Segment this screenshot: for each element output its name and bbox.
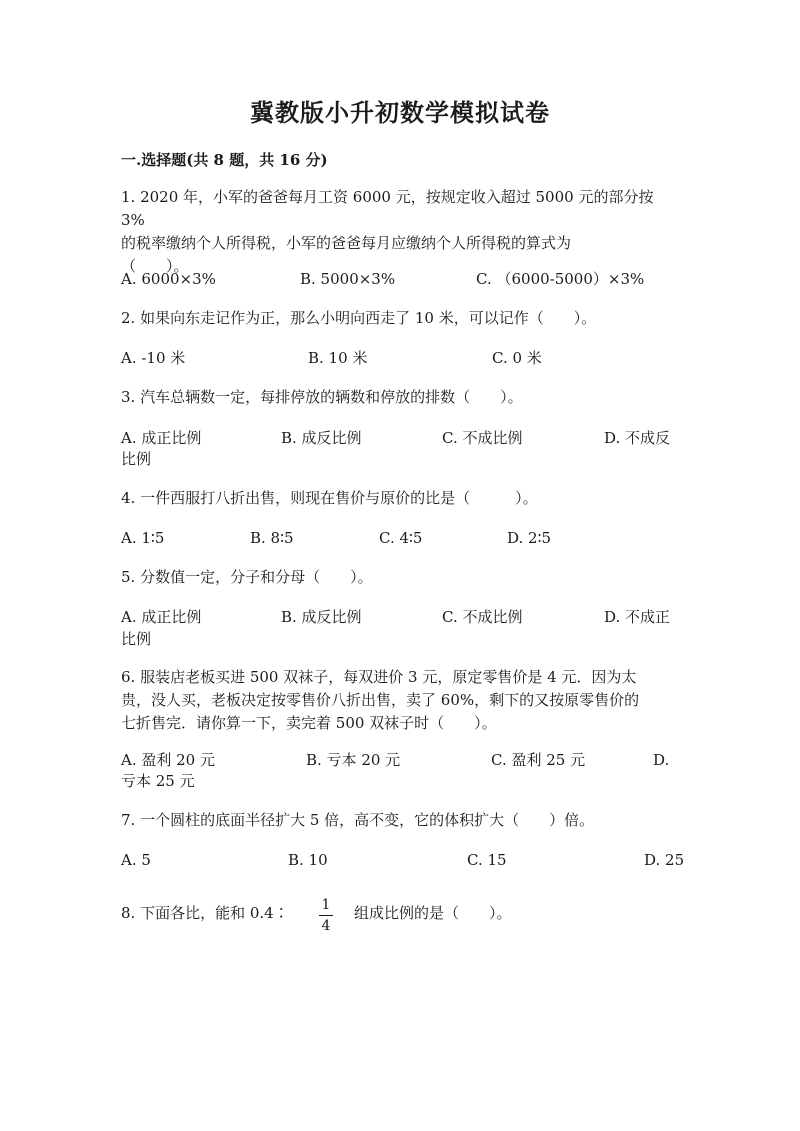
fraction-bar <box>319 915 333 916</box>
q4-option-b[interactable]: B. 8∶5 <box>250 529 294 547</box>
q3-option-d[interactable]: D. 不成反 <box>604 429 671 447</box>
question-8-suffix: 组成比例的是（ ）。 <box>354 904 512 922</box>
q4-option-c[interactable]: C. 4∶5 <box>379 529 423 547</box>
question-4-line: 4. 一件西服打八折出售，则现在售价与原价的比是（ ）。 <box>121 489 538 507</box>
question-4 <box>121 487 681 510</box>
question-6-line: 6. 服装店老板买进 500 双袜子，每双进价 3 元，原定零售价是 4 元．因为太 <box>121 668 637 686</box>
q3-option-d-wrap: 比例 <box>121 450 152 468</box>
page-title: 冀教版小升初数学模拟试卷 <box>250 98 550 127</box>
question-1 <box>121 186 681 278</box>
question-8-prefix: 8. 下面各比，能和 0.4∶ <box>121 904 289 922</box>
question-2 <box>121 307 681 330</box>
q7-option-b[interactable]: B. 10 <box>288 851 328 869</box>
question-7 <box>121 809 681 832</box>
q3-option-b[interactable]: B. 成反比例 <box>281 429 362 447</box>
fraction-numerator: 1 <box>321 897 331 913</box>
q5-option-c[interactable]: C. 不成比例 <box>442 608 523 626</box>
q3-option-a[interactable]: A. 成正比例 <box>121 429 202 447</box>
question-3-line: 3. 汽车总辆数一定，每排停放的辆数和停放的排数（ ）。 <box>121 388 523 406</box>
q6-option-d-wrap: 亏本 25 元 <box>121 772 195 790</box>
q2-option-b[interactable]: B. 10 米 <box>308 349 368 367</box>
q7-option-d[interactable]: D. 25 <box>644 851 685 869</box>
question-6 <box>121 666 681 735</box>
question-5 <box>121 566 681 589</box>
q6-option-b[interactable]: B. 亏本 20 元 <box>306 751 401 769</box>
q5-option-b[interactable]: B. 成反比例 <box>281 608 362 626</box>
q1-option-c[interactable]: C. （6000-5000）×3% <box>476 270 645 288</box>
fraction-denominator: 4 <box>321 918 331 934</box>
q4-option-a[interactable]: A. 1∶5 <box>121 529 165 547</box>
q6-option-c[interactable]: C. 盈利 25 元 <box>491 751 586 769</box>
section-heading: 一.选择题(共 8 题，共 16 分) <box>121 151 328 169</box>
q5-option-d[interactable]: D. 不成正 <box>604 608 671 626</box>
q4-option-d[interactable]: D. 2∶5 <box>507 529 552 547</box>
question-1-line: 的税率缴纳个人所得税，小军的爸爸每月应缴纳个人所得税的算式为 <box>121 234 572 252</box>
q2-option-a[interactable]: A. -10 米 <box>121 349 186 367</box>
q6-option-a[interactable]: A. 盈利 20 元 <box>121 751 215 769</box>
question-6-line: 贵，没人买，老板决定按零售价八折出售，卖了 60%，剩下的又按原零售价的 <box>121 691 640 709</box>
question-2-line: 2. 如果向东走记作为正，那么小明向西走了 10 米，可以记作（ ）。 <box>121 309 597 327</box>
question-5-line: 5. 分数值一定，分子和分母（ ）。 <box>121 568 373 586</box>
question-3 <box>121 386 681 409</box>
q7-option-c[interactable]: C. 15 <box>467 851 507 869</box>
question-7-line: 7. 一个圆柱的底面半径扩大 5 倍，高不变，它的体积扩大（ ）倍。 <box>121 811 595 829</box>
question-1-line: 1. 2020 年，小军的爸爸每月工资 6000 元，按规定收入超过 5000 元的部分按 3% <box>121 188 654 229</box>
question-1-line: （ ）。 <box>121 257 189 275</box>
q7-option-a[interactable]: A. 5 <box>121 851 151 869</box>
q1-option-b[interactable]: B. 5000×3% <box>300 270 396 288</box>
q6-option-d[interactable]: D. <box>653 751 670 769</box>
question-6-line: 七折售完．请你算一下，卖完着 500 双袜子时（ ）。 <box>121 714 497 732</box>
q5-option-d-wrap: 比例 <box>121 630 152 648</box>
q3-option-c[interactable]: C. 不成比例 <box>442 429 523 447</box>
q2-option-c[interactable]: C. 0 米 <box>492 349 542 367</box>
fraction-one-quarter <box>316 897 336 934</box>
q5-option-a[interactable]: A. 成正比例 <box>121 608 202 626</box>
q1-option-a[interactable]: A. 6000×3% <box>121 270 216 288</box>
